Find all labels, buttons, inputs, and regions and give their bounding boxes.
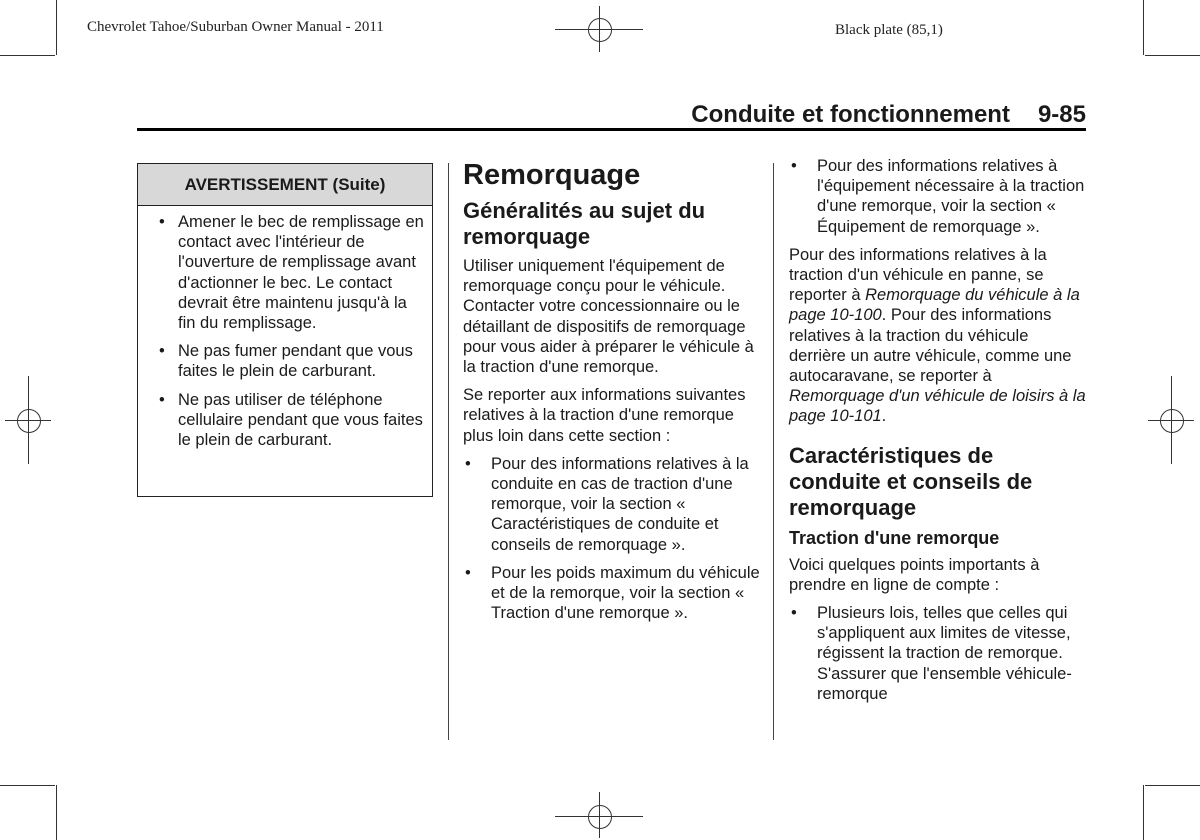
page-number: 9-85 xyxy=(1037,101,1086,128)
crop-mark xyxy=(1143,0,1144,55)
manual-title: Chevrolet Tahoe/Suburban Owner Manual - 2011 xyxy=(87,19,384,35)
list-item: • Pour des informations relatives à l'équipement nécessaire à la traction d'une remorque, voir la section « Équipement de remorquage ». xyxy=(789,156,1089,237)
paragraph xyxy=(789,245,1089,427)
crop-mark xyxy=(56,785,57,840)
page-reference-link[interactable]: Remorquage du véhicule à la page 10-100 xyxy=(789,286,1080,325)
list-item: • Pour les poids maximum du véhicule et de la remorque, voir la section « Traction d'une remorque ». xyxy=(463,563,763,624)
section-heading: Remorquage xyxy=(463,159,641,191)
middle-column xyxy=(463,158,763,631)
bullet-list xyxy=(789,156,1089,237)
bullet-list xyxy=(463,454,763,624)
warning-item: • Amener le bec de remplissage en contact avec l'intérieur de l'ouverture de remplissage avant d'actionner le bec. Le contact devrait être maintenu jusqu'à la fin du remplissage. xyxy=(156,212,424,333)
crop-mark xyxy=(1143,785,1144,840)
page-reference-link[interactable]: Remorquage d'un véhicule de loisirs à la page 10-101 xyxy=(789,387,1086,426)
crop-mark xyxy=(1145,55,1200,56)
plate-info: Black plate (85,1) xyxy=(835,22,943,38)
warning-item: • Ne pas fumer pendant que vous faites le plein de carburant. xyxy=(156,341,424,381)
crop-mark xyxy=(1145,785,1200,786)
list-item: • Pour des informations relatives à la conduite en cas de traction d'une remorque, voir la section « Caractéristiques de conduite et conseils de remorquage ». xyxy=(463,454,763,555)
crop-mark xyxy=(0,785,55,786)
crop-mark xyxy=(0,55,55,56)
header-rule xyxy=(137,128,1086,131)
paragraph-text: . xyxy=(881,407,887,426)
running-header xyxy=(691,101,1086,129)
paragraph: Utiliser uniquement l'équipement de remorquage conçu pour le véhicule. Contacter votre concessionnaire ou le détaillant de dispositifs de remorquage pour vous aider à préparer le véhicule à la traction d'une remorque. xyxy=(463,257,754,377)
subsection-heading: Caractéristiques de conduite et conseils de remorquage xyxy=(789,442,1033,520)
right-column xyxy=(789,156,1089,712)
column-divider xyxy=(773,163,774,740)
paragraph-text: . Pour des informations relatives à la traction du véhicule derrière un autre véhicule, comme une autocaravane, se reporter à xyxy=(789,306,1072,386)
warning-list xyxy=(138,206,432,450)
warning-title: AVERTISSEMENT (Suite) xyxy=(138,164,432,206)
section-title: Conduite et fonctionnement xyxy=(691,101,1010,128)
crop-mark xyxy=(56,0,57,55)
column-divider xyxy=(448,163,449,740)
paragraph: Voici quelques points importants à prendre en ligne de compte : xyxy=(789,555,1040,594)
list-item: • Plusieurs lois, telles que celles qui s'appliquent aux limites de vitesse, régissent la traction de remorque. S'assurer que l'ensemble véhicule-remorque xyxy=(789,603,1089,704)
paragraph: Se reporter aux informations suivantes relatives à la traction d'une remorque plus loin dans cette section : xyxy=(463,386,746,445)
warning-item: • Ne pas utiliser de téléphone cellulaire pendant que vous faites le plein de carburant. xyxy=(156,390,424,451)
warning-box xyxy=(137,163,433,497)
subsection-heading: Généralités au sujet du remorquage xyxy=(463,198,706,249)
bullet-list xyxy=(789,603,1089,704)
paragraph-text: Pour des informations relatives à la traction d'un véhicule en panne, se reporter à xyxy=(789,245,1047,305)
sub-subsection-heading: Traction d'une remorque xyxy=(789,527,1000,548)
